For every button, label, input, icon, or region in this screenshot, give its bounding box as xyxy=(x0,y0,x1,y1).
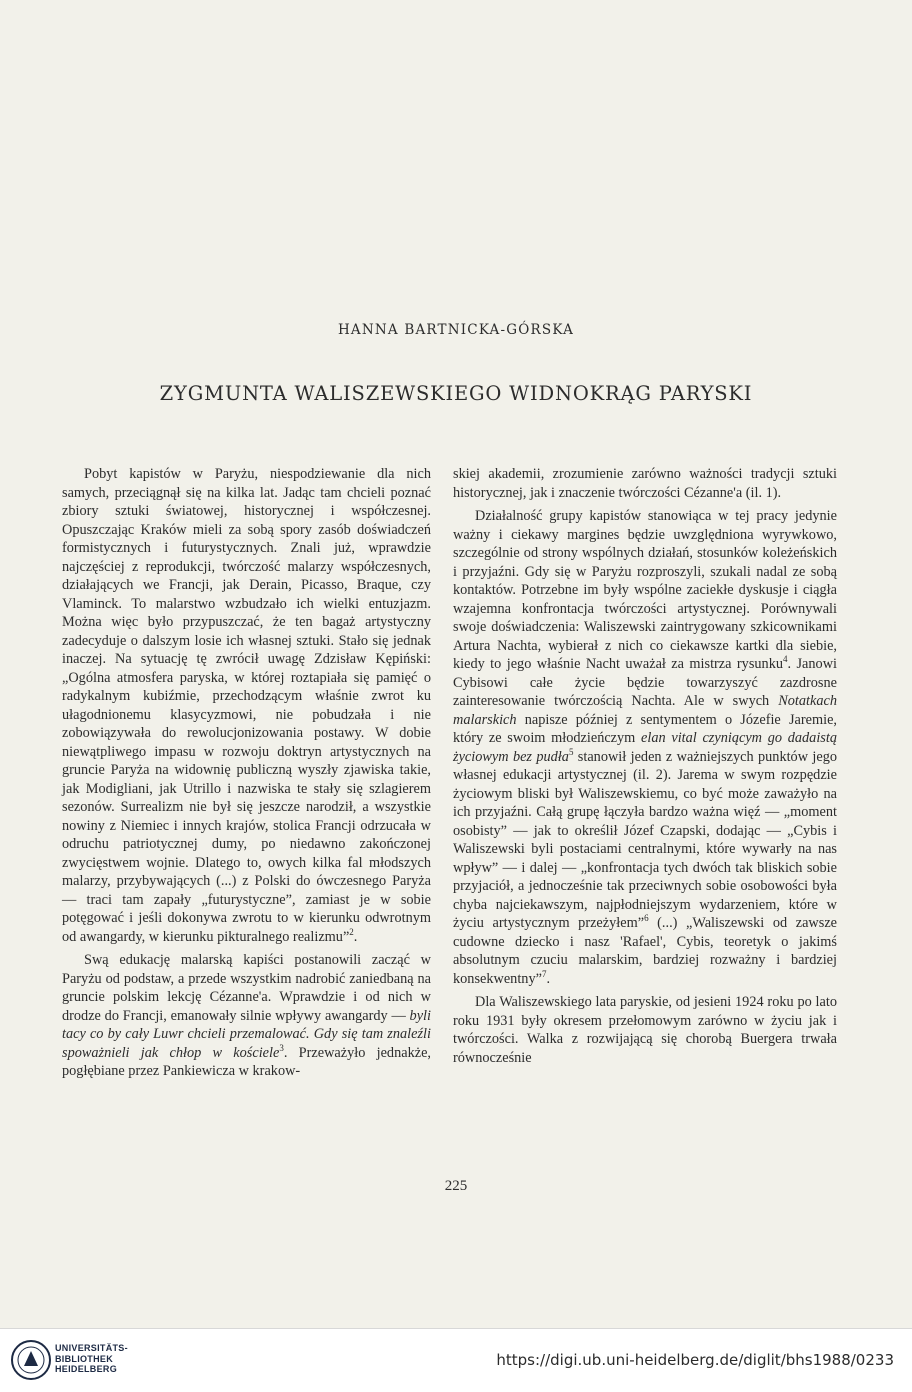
italic-quote: byli tacy co by cały Luwr chcieli przemalować. Gdy się tam znaleźli spoważnieli jak chłop w kościele xyxy=(62,1007,431,1061)
paragraph-text: napisze później z sentymentem o Józefie Jaremie, który ze swoim młodzieńczym xyxy=(453,711,837,746)
footnote-ref: 5 xyxy=(568,746,574,757)
library-name-line: UNIVERSITÄTS- xyxy=(55,1343,128,1353)
paragraph: Pobyt kapistów w Paryżu, niespodziewanie dla nich samych, przeciągnął się na kilka lat. Jadąc tam chcieli poznać zbiory sztuki światowej, historycznej i współczesnej. Opuszczając Kraków mieli za sobą spory zasób doświadczeń formistycznych i futurystycznych. Znali już, wprawdzie najczęściej z reprodukcji, twórczość malarzy współczesnych, działających we Francji, jak Derain, Picasso, Braque, czy Vlaminck. To malarstwo wzbudzało ich wielki entuzjazm. Można więc było przypuszczać, że ten bagaż artystyczny zadecyduje o dalszym losie ich własnej sztuki. Stało się jednak inaczej. Na sytuację tę zwrócił uwagę Zdzisław Kępiński: „Ogólna atmosfera paryska, w której roztapiała się pamięć o radykalnym kubiźmie, przechodzącym właśnie zwrot ku ułagodnionemu klasycyzmowi, nie pobudzała i nie zobowiązywała do rewolucjonizowania postawy. W dobie niewątpliwego impasu w rozwoju doktryn artystycznych na gruncie Paryża na widownię publiczną wyszły zjawiska takie, jak Modigliani, jak Utrillo i nazwiska te stały się szlagierem sezonów. Surrealizm nie był się jeszcze narodził, a wszystkie nowiny z Niemiec i innych krajów, stolica Francji odrzucała w odruchu patriotycznej dumy, po niedawno zakończonej zwycięstwem wojnie. Dlatego to, owych kilka fal młodszych malarzy, przybywających (...) z Polski do ówczesnego Paryża — traci tam zapały „futurystyczne”, zamiast je w sobie potęgować i jeśli dokonywa zwrotu to w kierunku odwrotnym od awangardy, w kierunku pikturalnego realizmu”$^2$. xyxy=(62,466,431,945)
library-name-line: BIBLIOTHEK xyxy=(55,1353,113,1364)
paragraph-text: stanowił jeden z ważniejszych punktów jego własnej edukacji artystycznej (il. 2). Jarema w swym rozpędzie życiowym bliski był Waliszewskiemu, co być może zaważyło na ich przyjaźni. Całą grupę łączyła bardzo ważna więź — „moment osobisty” — jak to określił Józef Czapski, dodając — „Cybis i Waliszewski byli postaciami centralnymi, które wywarły na nas wpływ” — i dalej — „konfrontacja tych dwóch tak bliskich sobie przyjaciół, a jednocześnie tak przeciwnych sobie osobowości była chyba najciekawszym, najpłodniejszym wydarzeniem, które w życiu artystycznym przeżyłem” xyxy=(453,748,838,931)
footnote-ref: 7 xyxy=(541,968,547,979)
paragraph xyxy=(453,507,837,988)
left-column xyxy=(62,465,431,1081)
footnote-ref: 6 xyxy=(644,913,649,924)
paragraph-text: Pobyt kapistów w Paryżu, niespodziewanie dla nich samych, przeciągnął się na kilka lat. Jadąc tam chcieli poznać zbiory sztuki światowej, historycznej i współczesnej. Opuszczając Kraków mieli za sobą spory zasób doświadczeń formistycznych i futurystycznych. Znali już, wprawdzie najczęściej z reprodukcji, twórczość malarzy współczesnych, działających we Francji, jak Derain, Picasso, Braque, czy Vlaminck. To malarstwo wzbudzało ich wielki entuzjazm. Można więc było przypuszczać, że ten bagaż artystyczny zadecyduje o dalszym losie ich własnej sztuki. Stało się jednak inaczej. Na sytuację tę zwrócił uwagę Zdzisław Kępiński: „Ogólna atmosfera paryska, w której roztapiała się pamięć o radykalnym kubiźmie, przechodzącym właśnie zwrot ku ułagodnionemu klasycyzmowi, nie pobudzała i nie zobowiązywała do rewolucjonizowania postawy. W dobie niewątpliwego impasu w rozwoju doktryn artystycznych na gruncie Paryża na widownię publiczną wyszły zjawiska takie, jak Modigliani, jak Utrillo i nazwiska te stały się szlagierem sezonów. Surrealizm nie był się jeszcze narodził, a wszystkie nowiny z Niemiec i innych krajów, stolica Francji odrzucała w odruchu patriotycznej dumy, po niedawno zakończonej zwycięstwem wojnie. Dlatego to, owych kilka fal młodszych malarzy, przybywających (...) z Polski do ówczesnego Paryża — traci tam zapały „futurystyczne”, zamiast je w sobie potęgować i jeśli dokonywa zwrotu to w kierunku odwrotnym od awangardy, w kierunku pikturalnego realizmu” xyxy=(62,466,431,945)
footnote-ref: 3 xyxy=(279,1042,284,1053)
paragraph-text: . Przeważyło jednakże, pogłębiane przez Pankiewicza w krakow- xyxy=(62,1044,431,1079)
paragraph-text: Swą edukację malarską kapiści postanowili zacząć w Paryżu od podstaw, a przede wszystkim nadrobić zaniedbaną na gruncie polskim lekcję Cézanne'a. Wprawdzie i od nich w drodze do Francji, emanowały silnie wpływy awangardy — xyxy=(62,952,431,1024)
paragraph: Dla Waliszewskiego lata paryskie, od jesieni 1924 roku po lato roku 1931 były okresem przełomowym zarówno w życiu jak i twórczości. Walka z rozwijającą się chorobą Buergera trwała równocześnie xyxy=(453,994,837,1066)
italic-title: Notatkach malarskich xyxy=(453,693,837,728)
viewer-footer xyxy=(0,1328,912,1392)
paragraph-text: Działalność grupy kapistów stanowiąca w tej pracy jedynie ważny i ciekawy margines będzie uwzględniona wyrywkowo, szczególnie od strony wspólnych działań, stosunków koleżeńskich i przyjaźni. Gdy się w Paryżu rozproszyli, szukali nadal ze sobą kontaktów. Potrzebne im były wspólne zaciekłe dyskusje i ciągła wzajemna konfrontacja twórczości artystycznej. Porównywali swoje doświadczenia: Waliszewski zaintrygowany szkicownikami Artura Nachta, wybierał z nich co ciekawsze kartki dla siebie, kiedy to jego właśnie Nacht uważał za mistrza rysunku xyxy=(453,508,837,672)
paragraph-text: (...) „Waliszewski od zawsze cudowne dziecko i nasz 'Rafael', Cybis, teoretyk o jakimś absolutnym czuciu malarskim, bardziej rozważny i bardziej konsekwentny” xyxy=(453,915,838,987)
paragraph xyxy=(62,951,431,1081)
paragraph: skiej akademii, zrozumienie zarówno ważności tradycji sztuki historycznej, jak i znaczenie twórczości Cézanne'a (il. 1). xyxy=(453,466,837,501)
article-title: ZYGMUNTA WALISZEWSKIEGO WIDNOKRĄG PARYSKI xyxy=(159,382,753,405)
paragraph-text: . Janowi Cybisowi całe życie będzie towarzyszyć zazdrosne zainteresowanie twórczością Nachta. Ale w swych xyxy=(453,656,837,709)
article-author: HANNA BARTNICKA-GÓRSKA xyxy=(337,322,575,338)
university-seal-icon xyxy=(10,1339,52,1381)
paragraph-text: . xyxy=(546,970,551,987)
page-number: 225 xyxy=(444,1178,468,1194)
library-name xyxy=(55,1343,128,1375)
right-column xyxy=(453,465,837,1067)
italic-quote: elan vital czyniącym go dadaistą życiowym bez pudła xyxy=(453,730,837,765)
footnote-ref: 2 xyxy=(349,926,354,937)
library-name-line: HEIDELBERG xyxy=(55,1364,118,1374)
footnote-ref: 4 xyxy=(783,654,788,665)
permalink-url[interactable]: https://digi.ub.uni-heidelberg.de/diglit/bhs1988/0233 xyxy=(496,1351,894,1369)
